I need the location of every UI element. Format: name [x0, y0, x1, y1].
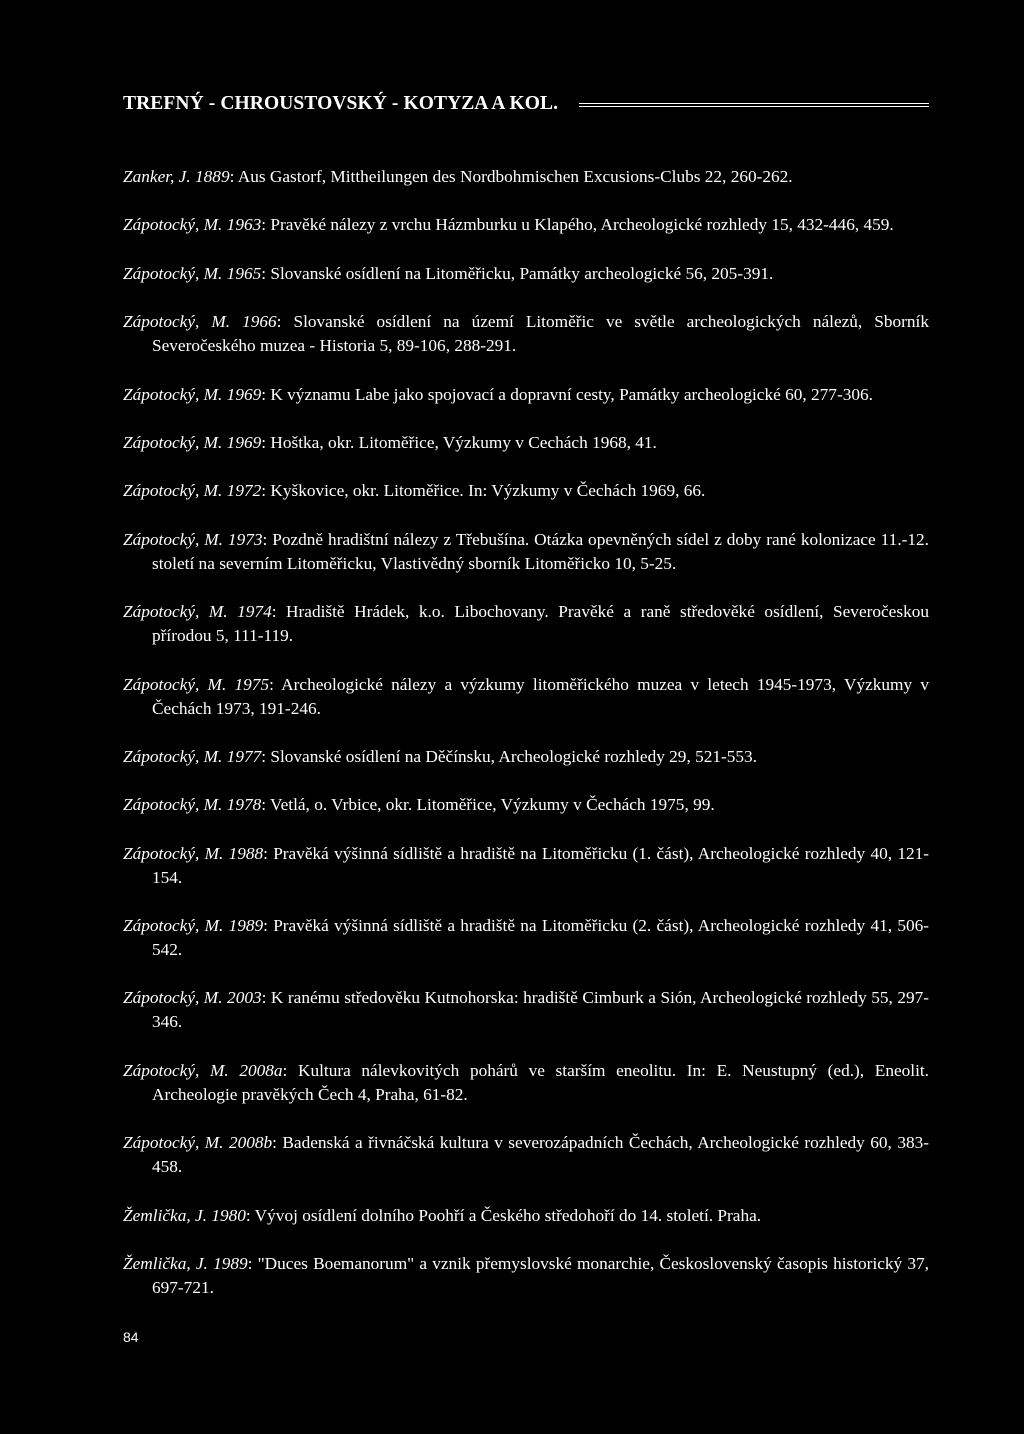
entry-year: 1889	[195, 167, 230, 186]
entry-author: Zápotocký, M.	[123, 746, 223, 766]
entry-text: : Pravěká výšinná sídliště a hradiště na Litoměřicku (2. část), Archeologické rozhledy 41, 506-542.	[152, 916, 929, 960]
entry-author: Zápotocký, M.	[123, 1133, 224, 1153]
entry-text: : Slovanské osídlení na území Litoměřic ve světle archeologických nálezů, Sborník Severočeského muzea - Historia 5, 89-106, 288-291.	[152, 312, 930, 356]
header-rule	[579, 103, 929, 107]
entry-year: 1989	[213, 1254, 248, 1274]
entry-text: : Badenská a řivnáčská kultura v severozápadních Čechách, Archeologické rozhledy 60, 383-458.	[152, 1133, 929, 1177]
entry-text: : K ranému středověku Kutnohorska: hradiště Cimburk a Sión, Archeologické rozhledy 55, 297-346.	[152, 988, 930, 1032]
entry-author: Zanker, J.	[123, 167, 191, 186]
running-header	[123, 93, 929, 117]
entry-year: 1973	[227, 529, 263, 549]
bibliography-entry	[123, 673, 929, 721]
entry-text: : Slovanské osídlení na Děčínsku, Archeologické rozhledy 29, 521-553.	[261, 746, 758, 766]
entry-year: 1969	[226, 432, 262, 452]
bibliography-entry	[123, 600, 929, 648]
bibliography-entry	[123, 986, 929, 1034]
entry-author: Zápotocký, M.	[123, 674, 227, 694]
entry-year: 1978	[226, 795, 262, 815]
bibliography-list	[123, 165, 929, 1324]
entry-year: 1975	[234, 674, 270, 694]
entry-author: Zápotocký, M.	[123, 916, 224, 936]
entry-author: Zápotocký, M.	[123, 312, 231, 332]
entry-author: Žemlička, J.	[123, 1205, 207, 1225]
entry-text: : Hoštka, okr. Litoměřice, Výzkumy v Cechách 1968, 41.	[261, 432, 657, 452]
bibliography-entry	[123, 213, 929, 237]
page-number: 84	[123, 1329, 139, 1345]
entry-author: Zápotocký, M.	[123, 384, 223, 404]
entry-year: 1974	[237, 602, 272, 622]
entry-year: 1965	[226, 263, 262, 283]
entry-text: : Kyškovice, okr. Litoměřice. In: Výzkumy v Čechách 1969, 66.	[261, 481, 706, 501]
entry-year: 1963	[226, 215, 262, 235]
bibliography-entry	[123, 914, 929, 962]
bibliography-entry	[123, 165, 929, 189]
entry-author: Žemlička, J.	[123, 1254, 208, 1274]
entry-text: : "Duces Boemanorum" a vznik přemyslovské monarchie, Československý časopis historický 37, 697-721.	[152, 1254, 929, 1298]
entry-year: 1989	[228, 916, 264, 936]
entry-year: 1972	[226, 481, 262, 501]
entry-year: 1969	[226, 384, 262, 404]
entry-year: 2008b	[228, 1133, 273, 1153]
bibliography-entry	[123, 1204, 929, 1228]
entry-author: Zápotocký, M.	[123, 795, 223, 815]
entry-text: : Hradiště Hrádek, k.o. Libochovany. Pravěké a raně středověké osídlení, Severočeskou přírodou 5, 111-119.	[152, 602, 929, 646]
bibliography-entry	[123, 842, 929, 890]
entry-author: Zápotocký, M.	[123, 215, 223, 235]
entry-author: Zápotocký, M.	[123, 432, 223, 452]
entry-author: Zápotocký, M.	[123, 602, 228, 622]
header-title: TREFNÝ - CHROUSTOVSKÝ - KOTYZA A KOL.	[123, 93, 559, 114]
bibliography-entry	[123, 262, 929, 286]
entry-year: 1988	[228, 843, 264, 863]
bibliography-entry	[123, 1252, 929, 1300]
entry-author: Zápotocký, M.	[123, 263, 223, 283]
entry-text: : Archeologické nálezy a výzkumy litoměřického muzea v letech 1945-1973, Výzkumy v Čechách 1973, 191-246.	[152, 674, 929, 718]
bibliography-entry	[123, 745, 929, 769]
entry-author: Zápotocký, M.	[123, 1060, 229, 1080]
entry-text: : Kultura nálevkovitých pohárů ve starším eneolitu. In: E. Neustupný (ed.), Eneolit. Archeologie pravěkých Čech 4, Praha, 61-82.	[152, 1060, 929, 1104]
entry-author: Zápotocký, M.	[123, 988, 223, 1008]
bibliography-entry	[123, 793, 929, 817]
entry-text: : Aus Gastorf, Mittheilungen des Nordbohmischen Excusions-Clubs 22, 260-262.	[229, 167, 793, 186]
entry-year: 1966	[242, 312, 277, 332]
entry-year: 1980	[211, 1205, 246, 1225]
bibliography-entry	[123, 310, 929, 358]
entry-author: Zápotocký, M.	[123, 529, 223, 549]
entry-text: : Pravěké nálezy z vrchu Házmburku u Klapého, Archeologické rozhledy 15, 432-446, 459.	[261, 215, 894, 235]
bibliography-entry	[123, 479, 929, 503]
entry-author: Zápotocký, M.	[123, 481, 223, 501]
bibliography-entry	[123, 431, 929, 455]
entry-text: : Slovanské osídlení na Litoměřicku, Památky archeologické 56, 205-391.	[261, 263, 774, 283]
bibliography-entry	[123, 1131, 929, 1179]
entry-year: 1977	[226, 746, 262, 766]
bibliography-entry	[123, 383, 929, 407]
bibliography-entry	[123, 528, 929, 576]
entry-author: Zápotocký, M.	[123, 843, 224, 863]
entry-text: : Vetlá, o. Vrbice, okr. Litoměřice, Výzkumy v Čechách 1975, 99.	[261, 795, 715, 815]
entry-year: 2008a	[239, 1060, 283, 1080]
entry-text: : Pravěká výšinná sídliště a hradiště na Litoměřicku (1. část), Archeologické rozhledy 40, 121-154.	[152, 843, 929, 887]
entry-year: 2003	[227, 988, 262, 1008]
entry-text: : K významu Labe jako spojovací a dopravní cesty, Památky archeologické 60, 277-306.	[261, 384, 873, 404]
entry-text: : Vývoj osídlení dolního Poohří a Českého středohoří do 14. století. Praha.	[245, 1205, 762, 1225]
bibliography-entry	[123, 1059, 929, 1107]
entry-text: : Pozdně hradištní nálezy z Třebušína. Otázka opevněných sídel z doby rané kolonizace 11.-12. století na severním Litoměřicku, Vlastivědný sborník Litoměřicko 10, 5-25.	[152, 529, 929, 573]
